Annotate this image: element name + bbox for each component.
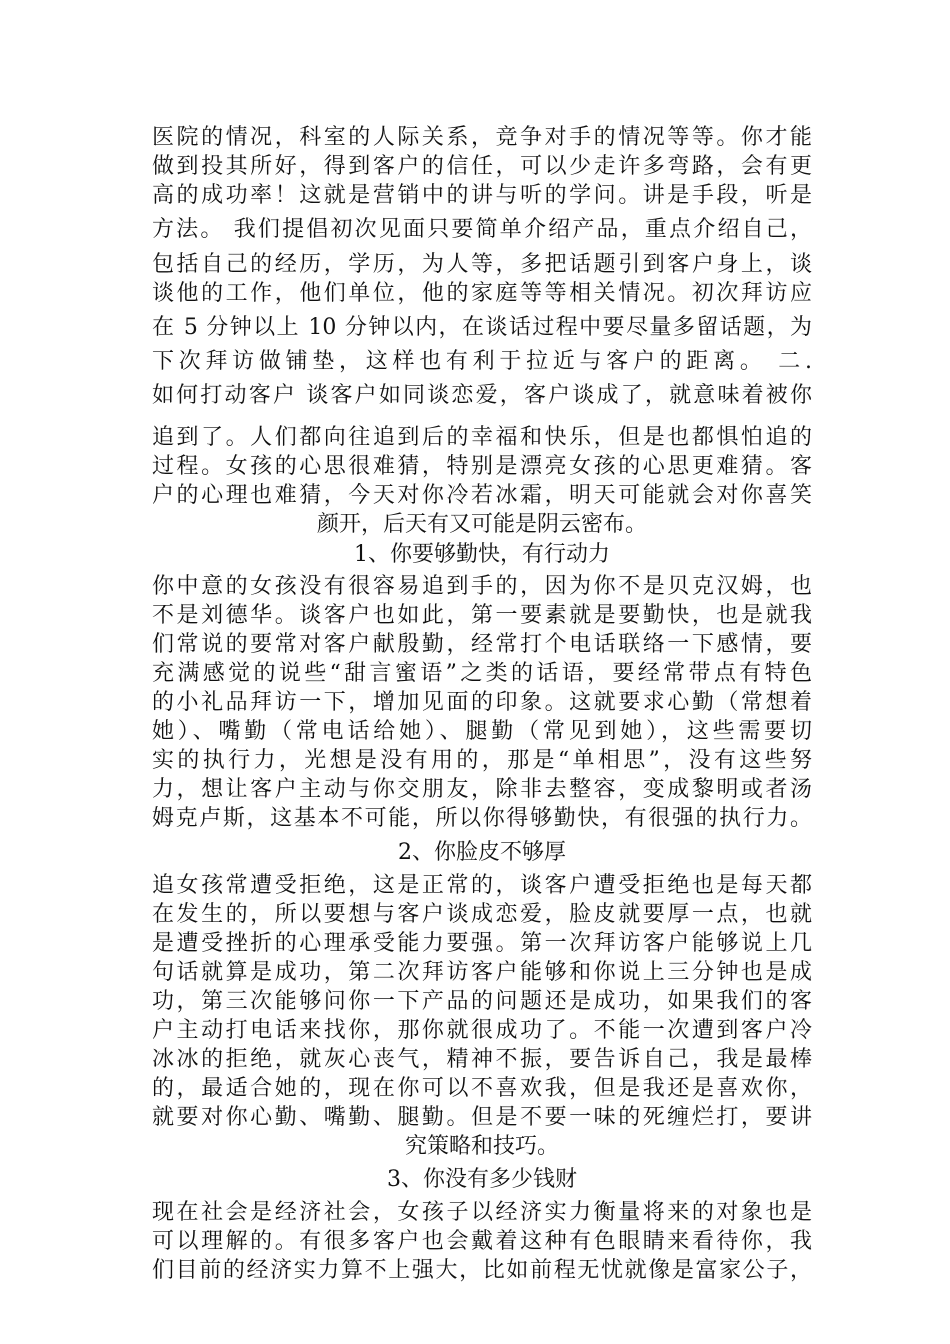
text-line: 是遭受挫折的心理承受能力要强。第一次拜访客户能够说上几 <box>152 931 812 956</box>
text-line: 姆克卢斯，这基本不可能，所以你得够勤快，有很强的执行力。 <box>152 806 812 831</box>
text-line: 们常说的要常对客户献殷勤，经常打个电话联络一下感情，要 <box>152 632 812 657</box>
text-line: 追女孩常遭受拒绝，这是正常的，谈客户遭受拒绝也是每天都 <box>152 873 812 898</box>
text-line: 的，最适合她的，现在你可以不喜欢我，但是我还是喜欢你， <box>152 1076 812 1101</box>
text-line: 们目前的经济实力算不上强大，比如前程无忧就像是富家公子， <box>152 1258 812 1283</box>
text-line: 下次拜访做铺垫，这样也有利于拉近与客户的距离。 二. <box>152 349 812 374</box>
text-line: 你中意的女孩没有很容易追到手的，因为你不是贝克汉姆，也 <box>152 574 812 599</box>
section-heading: 1、你要够勤快，有行动力 <box>354 542 610 567</box>
text-line: 包括自己的经历，学历，为人等，多把话题引到客户身上，谈 <box>152 252 812 277</box>
text-line: 户的心理也难猜，今天对你冷若冰霜，明天可能就会对你喜笑 <box>152 483 812 508</box>
text-line: 在发生的，所以要想与客户谈成恋爱，脸皮就要厚一点，也就 <box>152 902 812 927</box>
text-line: 句话就算是成功，第二次拜访客户能够和你说上三分钟也是成 <box>152 960 812 985</box>
section-heading: 2、你脸皮不够厚 <box>398 840 566 865</box>
text-line: 颜开，后天有又可能是阴云密布。 <box>316 512 647 537</box>
text-line: 充满感觉的说些“甜言蜜语”之类的话语，要经常带点有特色 <box>152 661 812 686</box>
text-line: 实的执行力，光想是没有用的，那是“单相思”，没有这些努 <box>152 748 812 773</box>
text-line: 高的成功率！这就是营销中的讲与听的学问。讲是手段，听是 <box>152 183 812 208</box>
text-line: 如何打动客户 谈客户如同谈恋爱，客户谈成了，就意味着被你 <box>152 383 812 408</box>
text-line: 冰冰的拒绝，就灰心丧气，精神不振，要告诉自己，我是最棒 <box>152 1047 812 1072</box>
text-line: 可以理解的。有很多客户也会戴着这种有色眼睛来看待你，我 <box>152 1229 812 1254</box>
text-line: 就要对你心勤、嘴勤、腿勤。但是不要一味的死缠烂打，要讲 <box>152 1105 812 1130</box>
text-line: 究策略和技巧。 <box>404 1134 559 1159</box>
text-line: 户主动打电话来找你，那你就很成功了。不能一次遭到客户冷 <box>152 1018 812 1043</box>
section-heading: 3、你没有多少钱财 <box>387 1167 577 1192</box>
text-line: 谈他的工作，他们单位，他的家庭等等相关情况。初次拜访应 <box>152 281 812 306</box>
text-line: 的小礼品拜访一下，增加见面的印象。这就要求心勤（常想着 <box>152 690 812 715</box>
text-line: 做到投其所好，得到客户的信任，可以少走许多弯路，会有更 <box>152 154 812 179</box>
text-line: 追到了。人们都向往追到后的幸福和快乐，但是也都惧怕追的 <box>152 425 812 450</box>
text-line: 功，第三次能够问你一下产品的问题还是成功，如果我们的客 <box>152 989 812 1014</box>
text-line: 她）、嘴勤（常电话给她）、腿勤（常见到她），这些需要切 <box>152 719 812 744</box>
text-line: 不是刘德华。谈客户也如此，第一要素就是要勤快，也是就我 <box>152 603 812 628</box>
text-line: 现在社会是经济社会，女孩子以经济实力衡量将来的对象也是 <box>152 1200 812 1225</box>
text-line: 医院的情况，科室的人际关系，竞争对手的情况等等。你才能 <box>152 125 812 150</box>
text-line: 在 5 分钟以上 10 分钟以内，在谈话过程中要尽量多留话题，为 <box>152 315 812 340</box>
text-line: 力，想让客户主动与你交朋友，除非去整容，变成黎明或者汤 <box>152 777 812 802</box>
text-line: 方法。 我们提倡初次见面只要简单介绍产品，重点介绍自己， <box>152 217 812 242</box>
text-line: 过程。女孩的心思很难猜，特别是漂亮女孩的心思更难猜。客 <box>152 454 812 479</box>
